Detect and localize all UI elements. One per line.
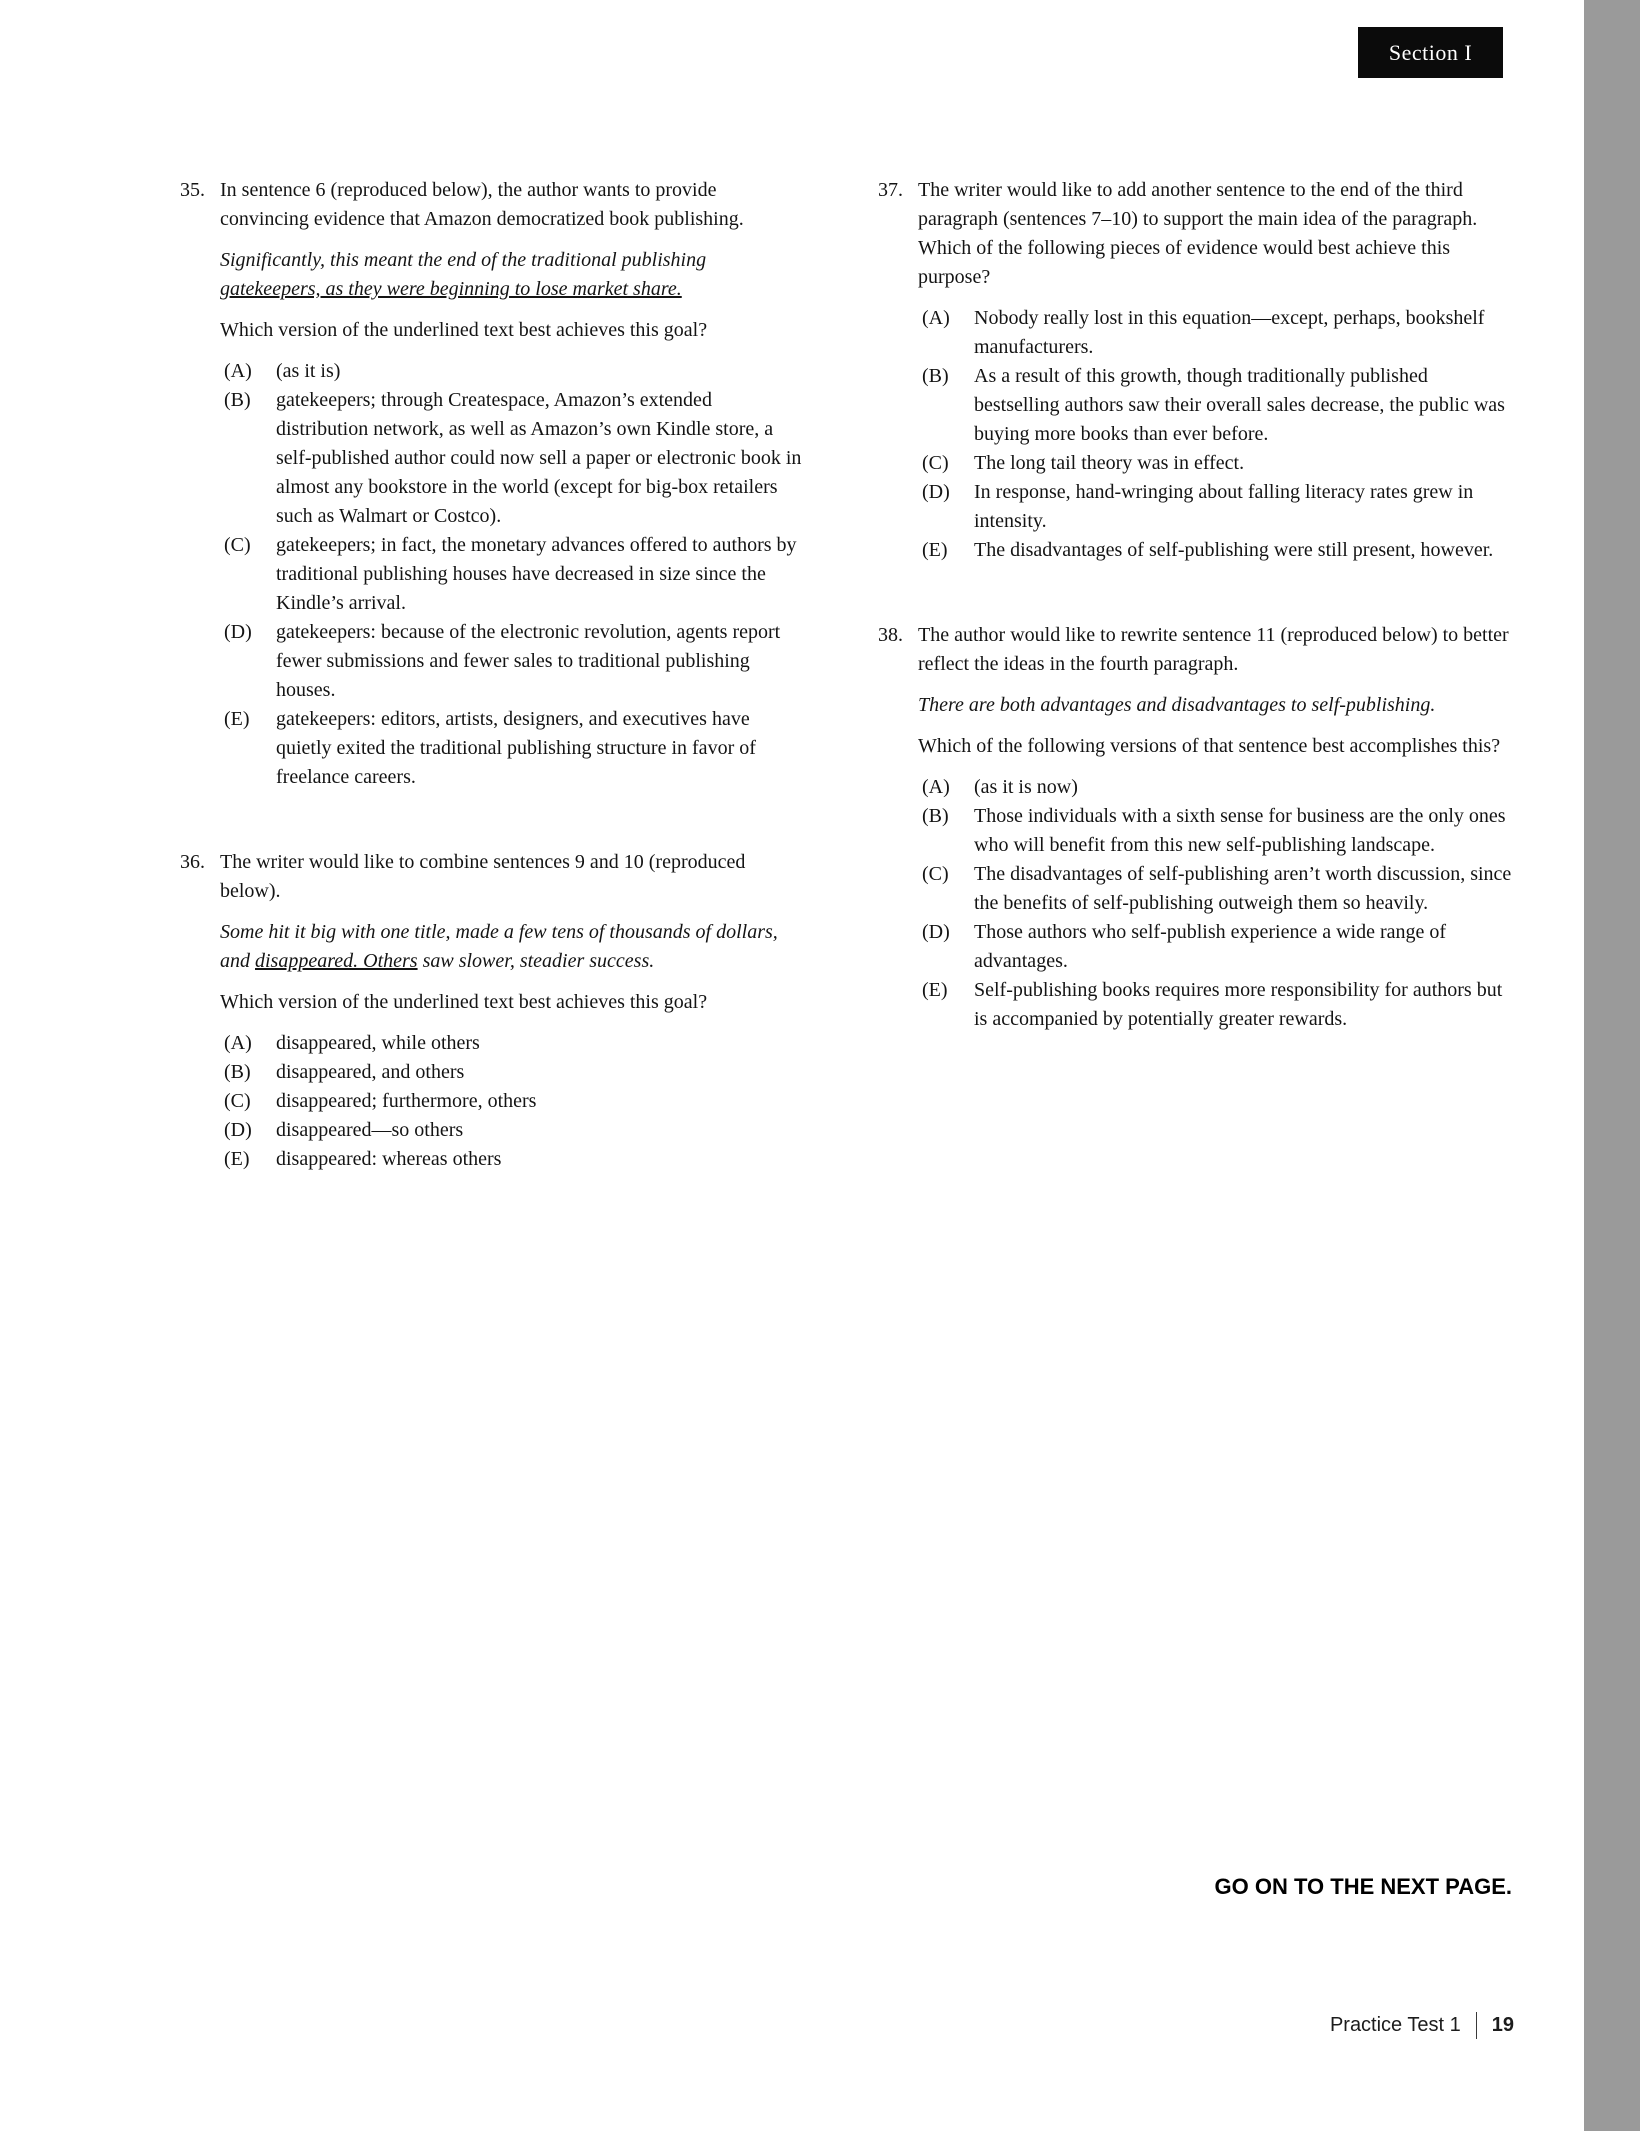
choice-D bbox=[922, 478, 1512, 536]
choice-letter: (A) bbox=[922, 307, 950, 329]
choice-B bbox=[922, 802, 1512, 860]
question-number: 35. bbox=[180, 179, 205, 201]
left-column bbox=[180, 176, 808, 1230]
question-quote bbox=[220, 918, 808, 976]
choice-text: disappeared; furthermore, others bbox=[276, 1090, 537, 1112]
choice-text: Those authors who self-publish experience a wide range of advantages. bbox=[974, 921, 1447, 972]
quote-segment: Significantly, this meant the end of the traditional publishing bbox=[220, 249, 707, 271]
choices-list bbox=[220, 357, 808, 792]
quote-segment: Some hit it big with one title, made a few tens of thousands of dollars, and bbox=[220, 921, 778, 972]
choice-letter: (C) bbox=[922, 452, 949, 474]
choice-C bbox=[224, 1087, 808, 1116]
quote-underlined-segment: disappeared. Others bbox=[255, 950, 418, 972]
right-column bbox=[878, 176, 1512, 1090]
choice-letter: (B) bbox=[224, 389, 251, 411]
choice-text: Those individuals with a sixth sense for business are the only ones who will benefit from this new self-publishing landscape. bbox=[974, 805, 1506, 856]
question-35 bbox=[180, 176, 808, 792]
page-edge-strip bbox=[1584, 0, 1640, 2131]
choice-text: Nobody really lost in this equation—except, perhaps, bookshelf manufacturers. bbox=[974, 307, 1485, 358]
choice-text: gatekeepers: because of the electronic revolution, agents report fewer submissions and fewer sales to traditional publishing houses. bbox=[276, 621, 781, 701]
choice-E bbox=[922, 976, 1512, 1034]
footer-divider bbox=[1476, 2012, 1477, 2039]
question-stem: In sentence 6 (reproduced below), the author wants to provide convincing evidence that Amazon democratized book publishing. bbox=[220, 179, 744, 230]
choice-D bbox=[922, 918, 1512, 976]
choice-letter: (D) bbox=[224, 1119, 252, 1141]
question-quote bbox=[918, 691, 1512, 720]
question-36 bbox=[180, 848, 808, 1174]
choices-list bbox=[918, 304, 1512, 565]
choice-B bbox=[224, 386, 808, 531]
choice-text: The disadvantages of self-publishing aren’t worth discussion, since the benefits of self-publishing outweigh them so heavily. bbox=[974, 863, 1512, 914]
choice-letter: (A) bbox=[224, 360, 252, 382]
choice-D bbox=[224, 1116, 808, 1145]
choice-text: disappeared, while others bbox=[276, 1032, 480, 1054]
go-on-instruction: GO ON TO THE NEXT PAGE. bbox=[1214, 1874, 1512, 1899]
question-body bbox=[220, 848, 808, 1174]
question-body bbox=[220, 176, 808, 792]
choice-text: (as it is now) bbox=[974, 776, 1078, 798]
choice-text: disappeared: whereas others bbox=[276, 1148, 502, 1170]
choice-text: disappeared—so others bbox=[276, 1119, 464, 1141]
choice-letter: (C) bbox=[922, 863, 949, 885]
quote-underlined-segment: gatekeepers, as they were beginning to lose market share. bbox=[220, 278, 682, 300]
choice-C bbox=[922, 860, 1512, 918]
choice-text: The long tail theory was in effect. bbox=[974, 452, 1245, 474]
choice-letter: (C) bbox=[224, 534, 251, 556]
question-body bbox=[918, 176, 1512, 565]
choice-B bbox=[922, 362, 1512, 449]
choice-letter: (C) bbox=[224, 1090, 251, 1112]
choice-letter: (E) bbox=[224, 708, 250, 730]
choice-letter: (B) bbox=[922, 805, 949, 827]
choice-letter: (B) bbox=[922, 365, 949, 387]
choices-list bbox=[918, 773, 1512, 1034]
quote-segment: There are both advantages and disadvantages to self-publishing. bbox=[918, 694, 1436, 716]
section-badge bbox=[1358, 27, 1503, 78]
choice-E bbox=[224, 1145, 808, 1174]
choice-letter: (A) bbox=[922, 776, 950, 798]
choice-text: (as it is) bbox=[276, 360, 341, 382]
choice-text: Self-publishing books requires more responsibility for authors but is accompanied by potentially greater rewards. bbox=[974, 979, 1503, 1030]
question-prompt: Which version of the underlined text best achieves this goal? bbox=[220, 991, 708, 1013]
choice-text: gatekeepers: editors, artists, designers, and executives have quietly exited the traditional publishing structure in favor of freelance careers. bbox=[276, 708, 756, 788]
choice-letter: (A) bbox=[224, 1032, 252, 1054]
question-quote bbox=[220, 246, 808, 304]
choice-A bbox=[224, 1029, 808, 1058]
choice-letter: (B) bbox=[224, 1061, 251, 1083]
choice-letter: (D) bbox=[922, 481, 950, 503]
choices-list bbox=[220, 1029, 808, 1174]
choice-A bbox=[224, 357, 808, 386]
section-label: Section I bbox=[1388, 39, 1473, 65]
choice-A bbox=[922, 773, 1512, 802]
quote-segment: saw slower, steadier success. bbox=[417, 950, 655, 972]
page-number: 19 bbox=[1491, 2014, 1514, 2036]
choice-letter: (E) bbox=[922, 979, 948, 1001]
choice-letter: (D) bbox=[922, 921, 950, 943]
choice-text: The disadvantages of self-publishing were still present, however. bbox=[974, 539, 1494, 561]
question-stem: The writer would like to combine sentences 9 and 10 (reproduced below). bbox=[220, 851, 746, 902]
question-37 bbox=[878, 176, 1512, 565]
choice-text: In response, hand-wringing about falling literacy rates grew in intensity. bbox=[974, 481, 1474, 532]
question-body bbox=[918, 621, 1512, 1034]
choice-letter: (E) bbox=[224, 1148, 250, 1170]
choice-text: disappeared, and others bbox=[276, 1061, 465, 1083]
choice-letter: (E) bbox=[922, 539, 948, 561]
footer-test-name: Practice Test 1 bbox=[1329, 2014, 1461, 2036]
page-footer bbox=[1330, 2012, 1514, 2039]
question-number: 36. bbox=[180, 851, 205, 873]
choice-E bbox=[224, 705, 808, 792]
choice-C bbox=[922, 449, 1512, 478]
question-number: 38. bbox=[878, 624, 903, 646]
choice-letter: (D) bbox=[224, 621, 252, 643]
choice-C bbox=[224, 531, 808, 618]
choice-A bbox=[922, 304, 1512, 362]
choice-D bbox=[224, 618, 808, 705]
question-prompt: Which of the following versions of that sentence best accomplishes this? bbox=[918, 735, 1501, 757]
question-prompt: Which version of the underlined text best achieves this goal? bbox=[220, 319, 708, 341]
question-38 bbox=[878, 621, 1512, 1034]
question-stem: The author would like to rewrite sentence 11 (reproduced below) to better reflect the ideas in the fourth paragraph. bbox=[918, 624, 1509, 675]
choice-text: gatekeepers; through Createspace, Amazon’s extended distribution network, as well as Amazon’s own Kindle store, a self-published author could now sell a paper or electronic book in almost any bookstore in the world (except for big-box retailers such as Walmart or Costco). bbox=[276, 389, 802, 527]
choice-text: As a result of this growth, though traditionally published bestselling authors saw their overall sales decrease, the public was buying more books than ever before. bbox=[974, 365, 1505, 445]
question-stem: The writer would like to add another sentence to the end of the third paragraph (sentences 7–10) to support the main idea of the paragraph. Which of the following pieces of evidence would best achieve this purpose? bbox=[918, 179, 1478, 288]
choice-E bbox=[922, 536, 1512, 565]
question-number: 37. bbox=[878, 179, 903, 201]
choice-B bbox=[224, 1058, 808, 1087]
choice-text: gatekeepers; in fact, the monetary advances offered to authors by traditional publishing houses have decreased in size since the Kindle’s arrival. bbox=[276, 534, 797, 614]
